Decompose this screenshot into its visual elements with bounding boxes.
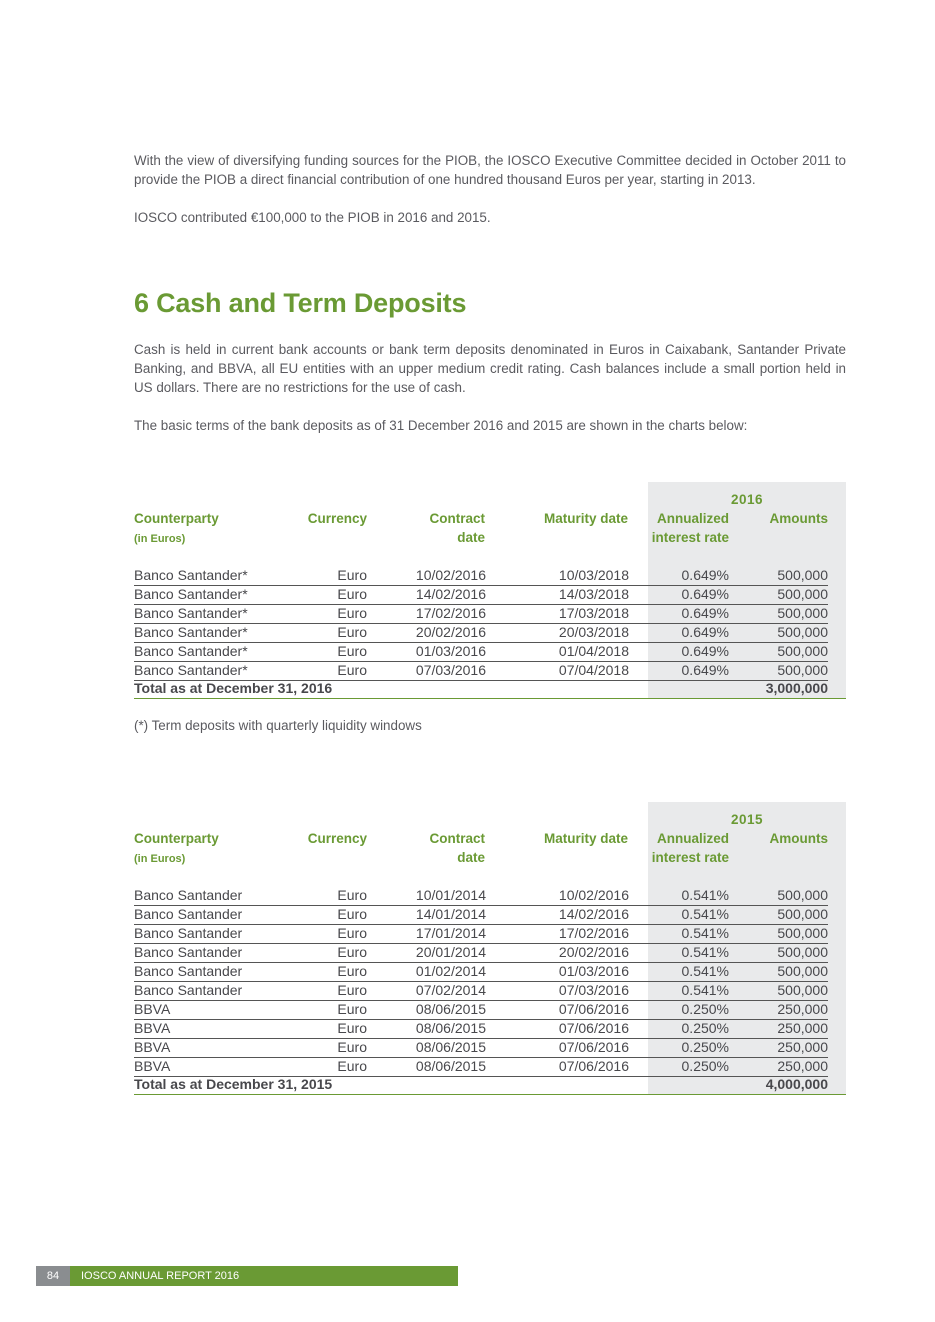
cell-maturity-date: 07/06/2016 xyxy=(558,1058,629,1074)
header-contract: Contract xyxy=(429,831,485,846)
cell-counterparty: Banco Santander xyxy=(134,887,243,903)
cell-counterparty: Banco Santander* xyxy=(134,605,248,621)
cell-interest-rate: 0.541% xyxy=(681,887,729,903)
cell-counterparty: Banco Santander* xyxy=(134,643,248,659)
cell-amount: 250,000 xyxy=(777,1039,828,1055)
cell-contract-date: 17/02/2016 xyxy=(415,605,486,621)
cell-contract-date: 07/02/2014 xyxy=(415,982,486,998)
cell-interest-rate: 0.649% xyxy=(681,605,729,621)
cell-amount: 500,000 xyxy=(777,624,828,640)
cell-contract-date: 08/06/2015 xyxy=(415,1039,486,1055)
cell-interest-rate: 0.649% xyxy=(681,567,729,583)
section-paragraph-1: Cash is held in current bank accounts or bank term deposits denominated in Euros in Caixabank, Santander Private Banking, and BBVA, all EU entities with an upper medium credit rating. Cash balances include a small portion held in US dollars. There are no restrictions for the use of cash. xyxy=(134,342,846,395)
cell-currency: Euro xyxy=(337,643,367,659)
header-annualized: Annualized xyxy=(656,831,729,846)
header-currency: Currency xyxy=(307,831,367,846)
header-interest-rate: interest rate xyxy=(651,530,729,545)
header-counterparty: Counterparty xyxy=(134,831,219,846)
total-label: Total as at December 31, 2016 xyxy=(134,680,333,696)
cell-maturity-date: 20/02/2016 xyxy=(558,944,629,960)
table-row xyxy=(134,962,828,982)
cell-contract-date: 10/01/2014 xyxy=(415,887,486,903)
cell-currency: Euro xyxy=(337,605,367,621)
header-in-euros: (in Euros) xyxy=(134,853,186,865)
cell-currency: Euro xyxy=(337,963,367,979)
cell-maturity-date: 10/02/2016 xyxy=(558,887,629,903)
cell-currency: Euro xyxy=(337,982,367,998)
cell-maturity-date: 17/02/2016 xyxy=(558,925,629,941)
cell-amount: 500,000 xyxy=(777,982,828,998)
cell-amount: 500,000 xyxy=(777,963,828,979)
cell-amount: 500,000 xyxy=(777,887,828,903)
table-row xyxy=(134,1000,828,1020)
table-row xyxy=(134,981,828,1001)
cell-amount: 500,000 xyxy=(777,605,828,621)
cell-interest-rate: 0.250% xyxy=(681,1001,729,1017)
footer-report-title: IOSCO ANNUAL REPORT 2016 xyxy=(70,1266,458,1286)
header-counterparty: Counterparty xyxy=(134,511,219,526)
deposits-table-2016 xyxy=(134,482,846,700)
cell-interest-rate: 0.649% xyxy=(681,624,729,640)
cell-currency: Euro xyxy=(337,925,367,941)
cell-counterparty: Banco Santander* xyxy=(134,662,248,678)
intro-paragraph-1: With the view of diversifying funding sources for the PIOB, the IOSCO Executive Committee decided in October 2011 to provide the PIOB a direct financial contribution of one hundred thousand Euros per year, starting in 2013. xyxy=(134,153,846,187)
header-currency: Currency xyxy=(307,511,367,526)
cell-amount: 250,000 xyxy=(777,1020,828,1036)
table-row xyxy=(134,924,828,944)
cell-currency: Euro xyxy=(337,1039,367,1055)
cell-counterparty: BBVA xyxy=(134,1001,171,1017)
cell-contract-date: 08/06/2015 xyxy=(415,1020,486,1036)
cell-contract-date: 08/06/2015 xyxy=(415,1058,486,1074)
cell-amount: 500,000 xyxy=(777,906,828,922)
cell-amount: 500,000 xyxy=(777,944,828,960)
cell-interest-rate: 0.649% xyxy=(681,662,729,678)
cell-contract-date: 20/01/2014 xyxy=(415,944,486,960)
cell-amount: 250,000 xyxy=(777,1058,828,1074)
cell-counterparty: Banco Santander xyxy=(134,925,243,941)
footnote: (*) Term deposits with quarterly liquidity windows xyxy=(134,718,422,733)
table-row xyxy=(134,585,828,605)
cell-contract-date: 08/06/2015 xyxy=(415,1001,486,1017)
total-amount: 4,000,000 xyxy=(765,1076,828,1092)
cell-counterparty: Banco Santander* xyxy=(134,624,248,640)
table-row xyxy=(134,642,828,662)
cell-contract-date: 10/02/2016 xyxy=(415,567,486,583)
cell-maturity-date: 07/03/2016 xyxy=(558,982,629,998)
header-interest-rate: interest rate xyxy=(651,850,729,865)
cell-maturity-date: 14/03/2018 xyxy=(558,586,629,602)
cell-currency: Euro xyxy=(337,567,367,583)
table-row xyxy=(134,943,828,963)
cell-amount: 500,000 xyxy=(777,586,828,602)
cell-currency: Euro xyxy=(337,944,367,960)
table-total-row xyxy=(134,679,846,699)
total-label: Total as at December 31, 2015 xyxy=(134,1076,333,1092)
cell-amount: 500,000 xyxy=(777,567,828,583)
cell-maturity-date: 07/06/2016 xyxy=(558,1001,629,1017)
cell-interest-rate: 0.649% xyxy=(681,643,729,659)
cell-maturity-date: 10/03/2018 xyxy=(558,567,629,583)
cell-counterparty: BBVA xyxy=(134,1058,171,1074)
total-amount: 3,000,000 xyxy=(765,680,828,696)
header-maturity: Maturity date xyxy=(543,511,628,526)
cell-counterparty: Banco Santander xyxy=(134,982,243,998)
cell-counterparty: Banco Santander* xyxy=(134,586,248,602)
header-amounts: Amounts xyxy=(769,831,828,846)
cell-contract-date: 01/03/2016 xyxy=(415,643,486,659)
header-annualized: Annualized xyxy=(656,511,729,526)
table-row xyxy=(134,566,828,586)
cell-contract-date: 07/03/2016 xyxy=(415,662,486,678)
cell-maturity-date: 14/02/2016 xyxy=(558,906,629,922)
cell-counterparty: Banco Santander xyxy=(134,944,243,960)
cell-currency: Euro xyxy=(337,1058,367,1074)
cell-interest-rate: 0.541% xyxy=(681,925,729,941)
cell-interest-rate: 0.541% xyxy=(681,982,729,998)
cell-interest-rate: 0.541% xyxy=(681,963,729,979)
table-row xyxy=(134,1057,828,1077)
cell-currency: Euro xyxy=(337,586,367,602)
table-row xyxy=(134,604,828,624)
cell-contract-date: 17/01/2014 xyxy=(415,925,486,941)
table-row xyxy=(134,1019,828,1039)
cell-counterparty: BBVA xyxy=(134,1039,171,1055)
table-row xyxy=(134,905,828,925)
cell-currency: Euro xyxy=(337,624,367,640)
table-total-row xyxy=(134,1075,846,1095)
cell-contract-date: 14/02/2016 xyxy=(415,586,486,602)
cell-amount: 500,000 xyxy=(777,925,828,941)
deposits-table-2015 xyxy=(134,802,846,1096)
intro-paragraph-2: IOSCO contributed €100,000 to the PIOB in 2016 and 2015. xyxy=(134,210,491,225)
cell-currency: Euro xyxy=(337,906,367,922)
cell-currency: Euro xyxy=(337,887,367,903)
cell-currency: Euro xyxy=(337,1020,367,1036)
cell-counterparty: Banco Santander* xyxy=(134,567,248,583)
cell-amount: 500,000 xyxy=(777,643,828,659)
cell-currency: Euro xyxy=(337,662,367,678)
cell-maturity-date: 01/03/2016 xyxy=(558,963,629,979)
cell-amount: 250,000 xyxy=(777,1001,828,1017)
cell-interest-rate: 0.541% xyxy=(681,906,729,922)
cell-counterparty: Banco Santander xyxy=(134,963,243,979)
cell-interest-rate: 0.250% xyxy=(681,1020,729,1036)
header-maturity: Maturity date xyxy=(543,831,628,846)
table-row xyxy=(134,661,828,681)
cell-maturity-date: 17/03/2018 xyxy=(558,605,629,621)
table-year: 2015 xyxy=(730,812,764,827)
cell-maturity-date: 01/04/2018 xyxy=(558,643,629,659)
section-title: 6 Cash and Term Deposits xyxy=(134,288,467,318)
cell-contract-date: 20/02/2016 xyxy=(415,624,486,640)
page-number: 84 xyxy=(36,1266,70,1286)
cell-interest-rate: 0.541% xyxy=(681,944,729,960)
header-contract: Contract xyxy=(429,511,485,526)
cell-counterparty: Banco Santander xyxy=(134,906,243,922)
cell-maturity-date: 07/04/2018 xyxy=(558,662,629,678)
cell-interest-rate: 0.250% xyxy=(681,1058,729,1074)
cell-amount: 500,000 xyxy=(777,662,828,678)
cell-interest-rate: 0.649% xyxy=(681,586,729,602)
section-paragraph-2: The basic terms of the bank deposits as of 31 December 2016 and 2015 are shown in the charts below: xyxy=(134,418,748,433)
table-row xyxy=(134,886,828,906)
cell-maturity-date: 20/03/2018 xyxy=(558,624,629,640)
table-row xyxy=(134,1038,828,1058)
header-amounts: Amounts xyxy=(769,511,828,526)
table-row xyxy=(134,623,828,643)
cell-maturity-date: 07/06/2016 xyxy=(558,1020,629,1036)
cell-currency: Euro xyxy=(337,1001,367,1017)
cell-contract-date: 14/01/2014 xyxy=(415,906,486,922)
cell-counterparty: BBVA xyxy=(134,1020,171,1036)
cell-maturity-date: 07/06/2016 xyxy=(558,1039,629,1055)
table-year: 2016 xyxy=(730,492,764,507)
header-in-euros: (in Euros) xyxy=(134,533,186,545)
header-contract-date: date xyxy=(457,850,485,865)
header-contract-date: date xyxy=(457,530,485,545)
cell-contract-date: 01/02/2014 xyxy=(415,963,486,979)
cell-interest-rate: 0.250% xyxy=(681,1039,729,1055)
